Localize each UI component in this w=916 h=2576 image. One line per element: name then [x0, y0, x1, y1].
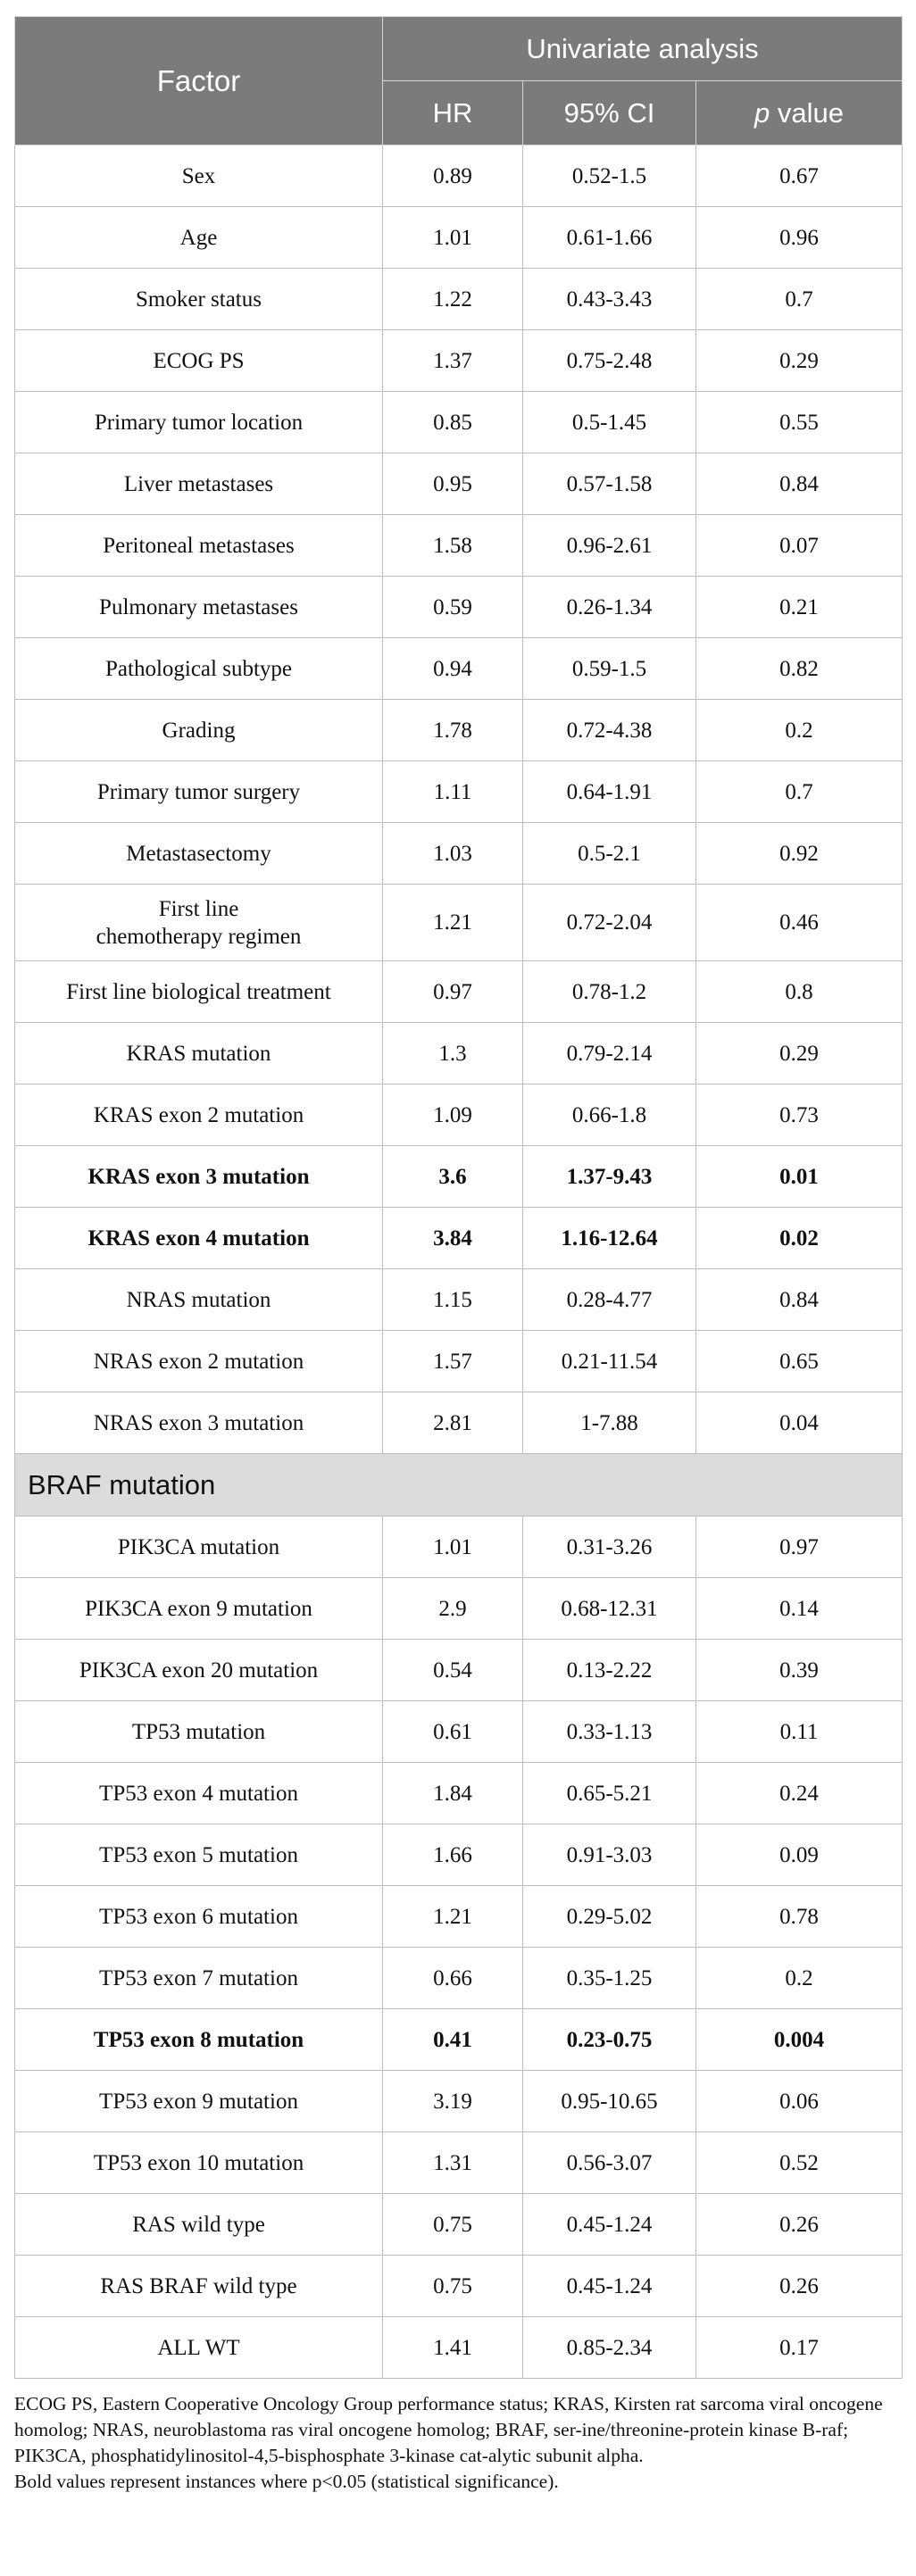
factor-cell: TP53 exon 8 mutation	[15, 2009, 383, 2071]
p-cell: 0.02	[696, 1208, 903, 1269]
hr-cell: 1.01	[383, 1517, 523, 1578]
p-cell: 0.24	[696, 1763, 903, 1824]
hr-cell: 1.78	[383, 700, 523, 761]
p-cell: 0.2	[696, 1948, 903, 2009]
hr-cell: 0.75	[383, 2194, 523, 2256]
p-cell: 0.06	[696, 2071, 903, 2132]
ci-cell: 0.33-1.13	[523, 1701, 696, 1763]
factor-cell: PIK3CA mutation	[15, 1517, 383, 1578]
factor-cell: TP53 mutation	[15, 1701, 383, 1763]
factor-cell: NRAS mutation	[15, 1269, 383, 1331]
hr-cell: 1.22	[383, 269, 523, 330]
p-cell: 0.55	[696, 392, 903, 453]
table-row	[15, 2256, 903, 2317]
factor-cell: KRAS exon 3 mutation	[15, 1146, 383, 1208]
p-cell: 0.65	[696, 1331, 903, 1392]
p-cell: 0.8	[696, 961, 903, 1023]
p-cell: 0.46	[696, 885, 903, 961]
p-cell: 0.07	[696, 515, 903, 577]
p-cell: 0.7	[696, 269, 903, 330]
hr-cell: 0.95	[383, 453, 523, 515]
factor-cell: PIK3CA exon 20 mutation	[15, 1640, 383, 1701]
ci-cell: 0.5-2.1	[523, 823, 696, 885]
table-body	[15, 145, 903, 2379]
ci-cell: 0.79-2.14	[523, 1023, 696, 1084]
ci-cell: 1-7.88	[523, 1392, 696, 1454]
ci-cell: 0.85-2.34	[523, 2317, 696, 2379]
factor-cell: PIK3CA exon 9 mutation	[15, 1578, 383, 1640]
factor-cell: Liver metastases	[15, 453, 383, 515]
table-row	[15, 1269, 903, 1331]
ci-cell: 0.21-11.54	[523, 1331, 696, 1392]
ci-cell: 0.52-1.5	[523, 145, 696, 207]
p-cell: 0.7	[696, 761, 903, 823]
p-cell: 0.29	[696, 1023, 903, 1084]
hr-cell: 1.21	[383, 885, 523, 961]
p-cell: 0.004	[696, 2009, 903, 2071]
table-row	[15, 145, 903, 207]
univariate-analysis-table	[14, 16, 903, 2379]
hr-cell: 2.9	[383, 1578, 523, 1640]
ci-cell: 0.45-1.24	[523, 2256, 696, 2317]
table-footnotes	[14, 2391, 902, 2495]
p-cell: 0.01	[696, 1146, 903, 1208]
hr-cell: 0.75	[383, 2256, 523, 2317]
table-row	[15, 1578, 903, 1640]
p-cell: 0.67	[696, 145, 903, 207]
table-row	[15, 885, 903, 961]
p-cell: 0.09	[696, 1824, 903, 1886]
hr-cell: 2.81	[383, 1392, 523, 1454]
factor-cell: TP53 exon 9 mutation	[15, 2071, 383, 2132]
table-row	[15, 1517, 903, 1578]
hr-cell: 0.41	[383, 2009, 523, 2071]
table-row	[15, 1023, 903, 1084]
factor-cell: Grading	[15, 700, 383, 761]
factor-cell: NRAS exon 3 mutation	[15, 1392, 383, 1454]
table-row	[15, 453, 903, 515]
table-row	[15, 577, 903, 638]
factor-cell: First line biological treatment	[15, 961, 383, 1023]
factor-cell: Pathological subtype	[15, 638, 383, 700]
ci-cell: 0.26-1.34	[523, 577, 696, 638]
hr-cell: 0.89	[383, 145, 523, 207]
ci-cell: 0.64-1.91	[523, 761, 696, 823]
hr-cell: 1.15	[383, 1269, 523, 1331]
ci-cell: 0.5-1.45	[523, 392, 696, 453]
factor-cell: TP53 exon 6 mutation	[15, 1886, 383, 1948]
factor-cell: NRAS exon 2 mutation	[15, 1331, 383, 1392]
ci-cell: 0.61-1.66	[523, 207, 696, 269]
ci-cell: 0.29-5.02	[523, 1886, 696, 1948]
factor-cell: Primary tumor location	[15, 392, 383, 453]
hr-cell: 1.58	[383, 515, 523, 577]
table-row-significant	[15, 1146, 903, 1208]
p-cell: 0.84	[696, 1269, 903, 1331]
abbreviations-footnote: ECOG PS, Eastern Cooperative Oncology Group performance status; KRAS, Kirsten rat sarcoma viral oncogene homolog; NRAS, neuroblastoma ras viral oncogene homolog; BRAF, ser-ine/threonine-protein kinase B-raf; PIK3CA, phosphatidylinositol-4,5-bisphosphate 3-kinase cat-alytic subunit alpha.	[14, 2393, 883, 2466]
hr-cell: 0.94	[383, 638, 523, 700]
table-row	[15, 1331, 903, 1392]
p-cell: 0.26	[696, 2256, 903, 2317]
table-row	[15, 269, 903, 330]
ci-cell: 0.91-3.03	[523, 1824, 696, 1886]
table-row	[15, 207, 903, 269]
hr-cell: 1.03	[383, 823, 523, 885]
hr-cell: 1.37	[383, 330, 523, 392]
table-row	[15, 1084, 903, 1146]
ci-cell: 0.66-1.8	[523, 1084, 696, 1146]
ci-cell: 0.45-1.24	[523, 2194, 696, 2256]
document	[14, 16, 902, 2495]
table-row	[15, 823, 903, 885]
hr-cell: 1.3	[383, 1023, 523, 1084]
hr-cell: 1.01	[383, 207, 523, 269]
table-row	[15, 2317, 903, 2379]
factor-cell: RAS wild type	[15, 2194, 383, 2256]
hr-cell: 3.6	[383, 1146, 523, 1208]
table-header	[15, 17, 903, 145]
hr-cell: 1.11	[383, 761, 523, 823]
factor-cell: Age	[15, 207, 383, 269]
ci-cell: 0.31-3.26	[523, 1517, 696, 1578]
ci-cell: 0.65-5.21	[523, 1763, 696, 1824]
factor-cell: ECOG PS	[15, 330, 383, 392]
factor-cell: KRAS mutation	[15, 1023, 383, 1084]
p-cell: 0.52	[696, 2132, 903, 2194]
table-row	[15, 1392, 903, 1454]
p-cell: 0.92	[696, 823, 903, 885]
p-cell: 0.17	[696, 2317, 903, 2379]
bold-values-footnote: Bold values represent instances where p<0.05 (statistical significance).	[14, 2471, 559, 2492]
ci-cell: 0.95-10.65	[523, 2071, 696, 2132]
factor-cell: TP53 exon 5 mutation	[15, 1824, 383, 1886]
p-cell: 0.2	[696, 700, 903, 761]
ci-cell: 0.56-3.07	[523, 2132, 696, 2194]
factor-cell: Metastasectomy	[15, 823, 383, 885]
ci-cell: 0.75-2.48	[523, 330, 696, 392]
ci-cell: 1.16-12.64	[523, 1208, 696, 1269]
factor-line-2: chemotherapy regimen	[96, 924, 302, 949]
section-row-braf	[15, 1454, 903, 1517]
factor-cell: KRAS exon 2 mutation	[15, 1084, 383, 1146]
table-row	[15, 1948, 903, 2009]
ci-cell: 0.57-1.58	[523, 453, 696, 515]
p-cell: 0.39	[696, 1640, 903, 1701]
factor-column-header: Factor	[15, 17, 383, 145]
factor-cell: KRAS exon 4 mutation	[15, 1208, 383, 1269]
factor-cell: TP53 exon 4 mutation	[15, 1763, 383, 1824]
table-row	[15, 392, 903, 453]
table-row-significant	[15, 2009, 903, 2071]
hr-cell: 1.31	[383, 2132, 523, 2194]
section-label: BRAF mutation	[15, 1454, 903, 1517]
table-row	[15, 1886, 903, 1948]
table-row	[15, 1701, 903, 1763]
hr-cell: 1.41	[383, 2317, 523, 2379]
table-row	[15, 1824, 903, 1886]
hr-cell: 1.84	[383, 1763, 523, 1824]
ci-cell: 0.28-4.77	[523, 1269, 696, 1331]
table-row	[15, 1763, 903, 1824]
table-row-significant	[15, 1208, 903, 1269]
univariate-group-header: Univariate analysis	[383, 17, 903, 81]
p-cell: 0.97	[696, 1517, 903, 1578]
factor-cell: Smoker status	[15, 269, 383, 330]
ci-cell: 0.96-2.61	[523, 515, 696, 577]
table-row	[15, 1640, 903, 1701]
table-row	[15, 700, 903, 761]
hr-cell: 1.21	[383, 1886, 523, 1948]
factor-cell: Peritoneal metastases	[15, 515, 383, 577]
ci-cell: 0.59-1.5	[523, 638, 696, 700]
p-value-column-header	[696, 81, 903, 145]
p-cell: 0.82	[696, 638, 903, 700]
ci-cell: 0.35-1.25	[523, 1948, 696, 2009]
p-cell: 0.14	[696, 1578, 903, 1640]
hr-cell: 3.84	[383, 1208, 523, 1269]
factor-cell: Pulmonary metastases	[15, 577, 383, 638]
table-row	[15, 761, 903, 823]
factor-cell: TP53 exon 10 mutation	[15, 2132, 383, 2194]
ci-cell: 0.72-2.04	[523, 885, 696, 961]
p-cell: 0.21	[696, 577, 903, 638]
factor-cell: RAS BRAF wild type	[15, 2256, 383, 2317]
factor-line-1: First line	[158, 896, 239, 921]
p-cell: 0.26	[696, 2194, 903, 2256]
hr-cell: 1.66	[383, 1824, 523, 1886]
p-cell: 0.04	[696, 1392, 903, 1454]
hr-cell: 0.85	[383, 392, 523, 453]
hr-cell: 1.09	[383, 1084, 523, 1146]
hr-cell: 0.97	[383, 961, 523, 1023]
factor-cell	[15, 885, 383, 961]
factor-cell: Primary tumor surgery	[15, 761, 383, 823]
ci-cell: 1.37-9.43	[523, 1146, 696, 1208]
factor-cell: ALL WT	[15, 2317, 383, 2379]
hr-cell: 0.59	[383, 577, 523, 638]
table-row	[15, 2071, 903, 2132]
p-cell: 0.96	[696, 207, 903, 269]
p-value-label: value	[770, 96, 844, 129]
p-cell: 0.11	[696, 1701, 903, 1763]
p-cell: 0.29	[696, 330, 903, 392]
table-row	[15, 638, 903, 700]
factor-cell: Sex	[15, 145, 383, 207]
hr-cell: 0.66	[383, 1948, 523, 2009]
p-cell: 0.84	[696, 453, 903, 515]
ci-cell: 0.78-1.2	[523, 961, 696, 1023]
p-cell: 0.78	[696, 1886, 903, 1948]
table-row	[15, 2132, 903, 2194]
factor-cell: TP53 exon 7 mutation	[15, 1948, 383, 2009]
hr-column-header: HR	[383, 81, 523, 145]
hr-cell: 1.57	[383, 1331, 523, 1392]
table-row	[15, 2194, 903, 2256]
ci-cell: 0.13-2.22	[523, 1640, 696, 1701]
table-row	[15, 515, 903, 577]
p-cell: 0.73	[696, 1084, 903, 1146]
ci-cell: 0.23-0.75	[523, 2009, 696, 2071]
ci-cell: 0.68-12.31	[523, 1578, 696, 1640]
table-row	[15, 961, 903, 1023]
ci-column-header: 95% CI	[523, 81, 696, 145]
ci-cell: 0.72-4.38	[523, 700, 696, 761]
p-italic: p	[754, 96, 770, 129]
ci-cell: 0.43-3.43	[523, 269, 696, 330]
hr-cell: 0.54	[383, 1640, 523, 1701]
table-row	[15, 330, 903, 392]
hr-cell: 3.19	[383, 2071, 523, 2132]
hr-cell: 0.61	[383, 1701, 523, 1763]
